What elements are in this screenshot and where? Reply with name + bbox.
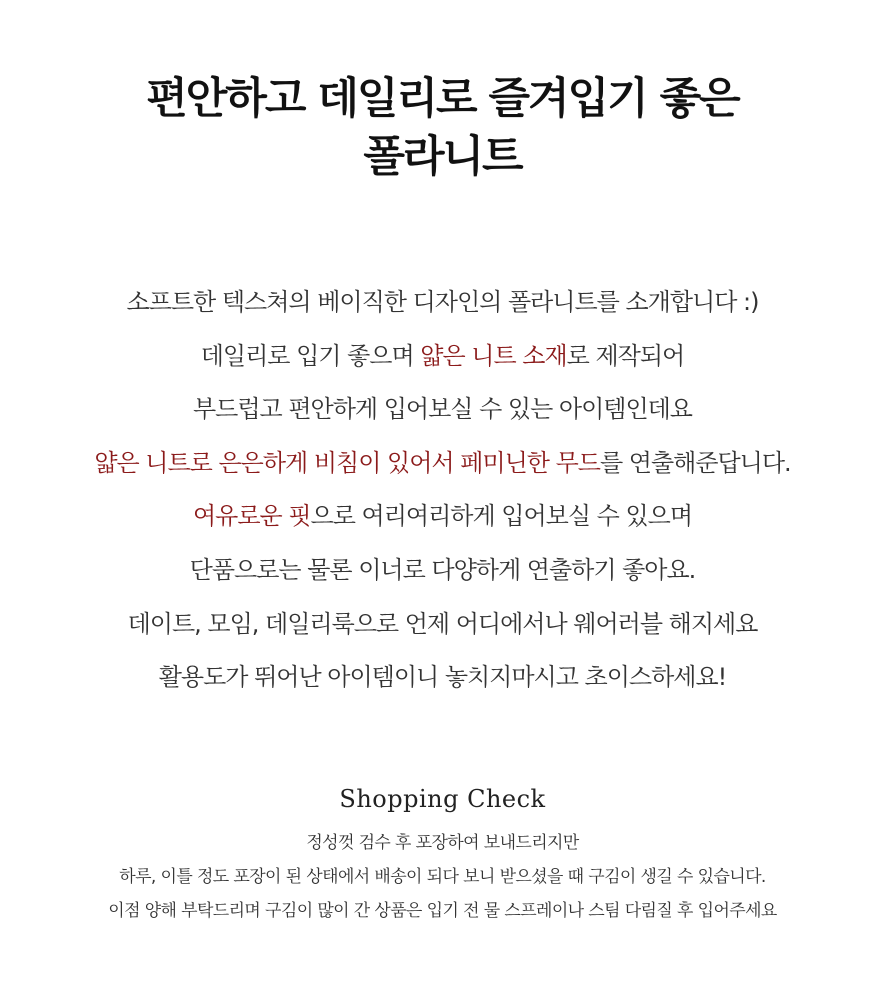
description-line-8: 활용도가 뛰어난 아이템이니 놓치지마시고 초이스하세요! [158, 663, 727, 692]
description-line-2-text-a: 데일리로 입기 좋으며 [200, 341, 421, 370]
shopping-check-line-1: 정성껏 검수 후 포장하여 보내드리지만 [306, 833, 579, 853]
description-line-5-text-b: 으로 여리여리하게 입어보실 수 있으며 [310, 502, 693, 531]
shopping-check-line-3: 이점 양해 부탁드리며 구김이 많이 간 상품은 입기 전 물 스프레이나 스팀 다림질 후 입어주세요 [108, 901, 777, 921]
product-description [0, 276, 885, 705]
page-title [0, 70, 885, 186]
description-highlight-mood: 얇은 니트로 은은하게 비침이 있어서 페미닌한 무드 [94, 448, 600, 477]
description-line-6: 단품으로는 물론 이너로 다양하게 연출하기 좋아요. [189, 555, 696, 584]
description-line-4 [0, 437, 885, 491]
description-line-2-text-c: 로 제작되어 [566, 341, 685, 370]
description-highlight-fit: 여유로운 핏 [192, 502, 311, 531]
description-line-5 [0, 490, 885, 544]
shopping-check-heading: Shopping Check [339, 785, 546, 813]
title-line-2: 폴라니트 [363, 132, 522, 182]
description-line-2 [0, 330, 885, 384]
description-line-3: 부드럽고 편안하게 입어보실 수 있는 아이템인데요 [192, 395, 692, 424]
description-line-7: 데이트, 모임, 데일리룩으로 언제 어디에서나 웨어러블 해지세요 [127, 609, 758, 638]
description-highlight-material: 얇은 니트 소재 [420, 341, 567, 370]
shopping-check-line-2: 하루, 이틀 정도 포장이 된 상태에서 배송이 되다 보니 받으셨을 때 구김이 생길 수 있습니다. [119, 867, 766, 887]
description-line-4-text-b: 를 연출해준답니다. [599, 448, 791, 477]
shopping-check-notice [0, 826, 885, 928]
description-line-1: 소프트한 텍스쳐의 베이직한 디자인의 폴라니트를 소개합니다 :) [126, 288, 759, 316]
title-line-1: 편안하고 데일리로 즐겨입기 좋은 [146, 74, 739, 124]
